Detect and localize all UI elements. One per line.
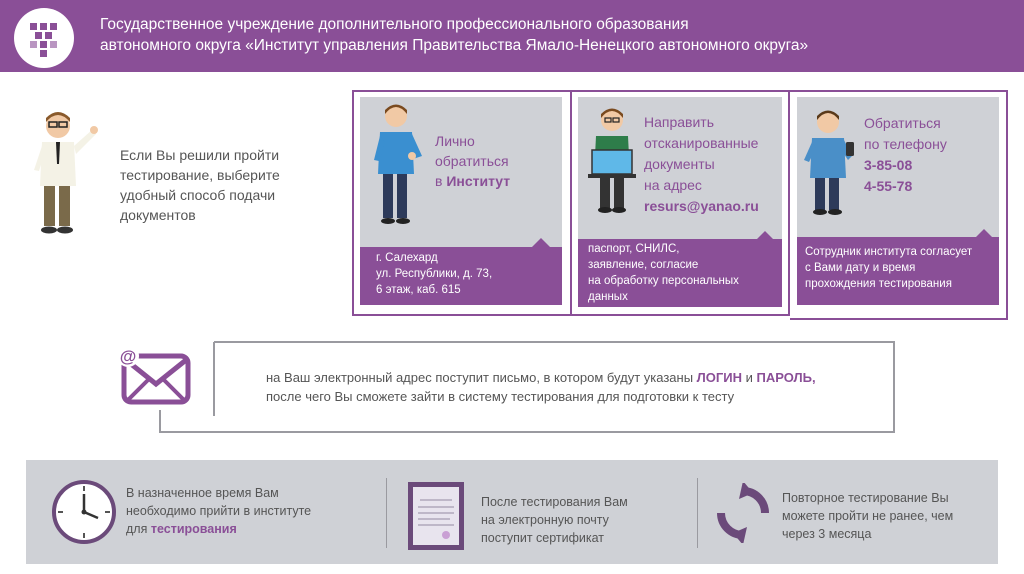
man-pointing-illustration: [28, 108, 100, 236]
man-thinking-illustration: [372, 102, 428, 226]
clock-icon: [50, 478, 118, 546]
mail-line1: [266, 368, 886, 387]
address-line1: г. Салехард: [376, 252, 438, 264]
at-symbol-icon: @: [119, 347, 137, 366]
bottom-divider-1: [386, 478, 387, 548]
bottom-col1-prefix: для: [126, 522, 151, 536]
bottom-col2-line3: поступит сертификат: [481, 531, 605, 545]
bottom-col3-line2: можете пройти не ранее, чем: [782, 509, 954, 523]
card-scan-docs: [578, 239, 782, 307]
phone-number-1: 3-85-08: [864, 157, 913, 173]
bottom-divider-2: [697, 478, 698, 548]
bottom-col3-line3: через 3 месяца: [782, 527, 872, 541]
bottom-col1-bold: тестирования: [150, 522, 237, 536]
note-line1: Сотрудник института согласует: [805, 246, 973, 258]
card-scan-line4: на адрес: [644, 177, 702, 193]
mail-line2: после чего Вы сможете зайти в систему тестирования для подготовки к тесту: [266, 389, 735, 404]
card-phone-line2: по телефону: [864, 136, 947, 152]
header-bar: [0, 0, 1024, 72]
mail-message: [266, 368, 886, 406]
mail-and: и: [742, 370, 757, 385]
man-laptop-illustration: [586, 106, 642, 214]
card-phone-title: [864, 113, 947, 197]
header-line-2: автономного округа «Институт управления Правительства Ямало-Ненецкого автономного округа»: [100, 37, 809, 54]
note-line2: с Вами дату и время: [805, 262, 916, 274]
docs-line2: заявление, согласие: [588, 259, 699, 271]
docs-line4: данных: [588, 291, 628, 303]
note-line3: прохождения тестирования: [805, 278, 952, 290]
card-in-person-title: [435, 131, 510, 191]
card-scan-title: [644, 112, 759, 217]
logo-cubes-icon: [14, 8, 74, 68]
address-line3: 6 этаж, каб. 615: [376, 284, 461, 296]
institute-logo: [14, 8, 74, 68]
man-phone-illustration: [804, 108, 860, 218]
card-phone-note: [797, 237, 999, 305]
intro-text: Если Вы решили пройти тестирование, выберите удобный способ подачи документов: [120, 147, 280, 223]
certificate-icon: [406, 480, 466, 552]
bottom-col2-line2: на электронную почту: [481, 513, 609, 527]
bottom-col3-line1: Повторное тестирование Вы: [782, 491, 949, 505]
card-scan-email: resurs@yanao.ru: [644, 198, 759, 214]
phone-number-2: 4-55-78: [864, 178, 913, 194]
mail-line1-prefix: на Ваш электронный адрес поступит письмо, в котором будут указаны: [266, 370, 697, 385]
password-label: ПАРОЛЬ,: [756, 370, 816, 385]
card-scan-line3: документы: [644, 156, 715, 172]
card-in-person-line3: [435, 171, 510, 191]
bottom-col1-line3: [126, 520, 311, 538]
header-title: [100, 14, 1010, 56]
card-in-person-bold: Институт: [446, 173, 511, 189]
card-in-person-line1: Лично: [435, 133, 475, 149]
bottom-col-3-text: [782, 489, 953, 543]
header-line-1: Государственное учреждение дополнительного профессионального образования: [100, 16, 689, 33]
card-in-person-line2: обратиться: [435, 153, 509, 169]
card-scan-line2: отсканированные: [644, 135, 759, 151]
bottom-col1-line1: В назначенное время Вам: [126, 486, 279, 500]
refresh-icon: [715, 483, 771, 543]
card-in-person-notch: [532, 238, 550, 247]
card-in-person-address: [360, 247, 562, 305]
address-line2: ул. Республики, д. 73,: [376, 268, 493, 280]
bottom-col1-line2: необходимо прийти в институте: [126, 504, 312, 518]
login-label: ЛОГИН: [696, 370, 742, 385]
bottom-col-2-text: [481, 493, 628, 547]
card-phone-line1: Обратиться: [864, 115, 941, 131]
docs-line1: паспорт, СНИЛС,: [588, 243, 680, 255]
bottom-col2-line1: После тестирования Вам: [481, 495, 628, 509]
bottom-col-1-text: [126, 484, 311, 538]
card-scan-line1: Направить: [644, 114, 715, 130]
docs-line3: на обработку персональных: [588, 275, 739, 287]
card-in-person-prefix: в: [435, 173, 447, 189]
